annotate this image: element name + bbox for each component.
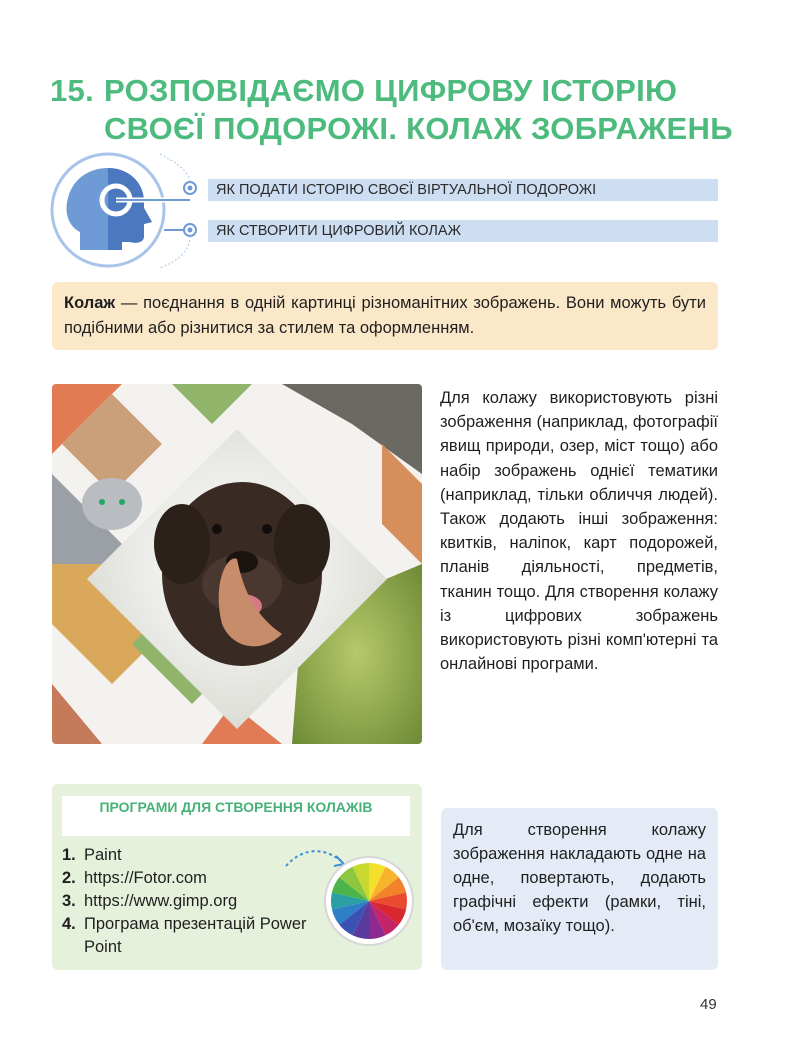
lesson-title-line1: РОЗПОВІДАЄМО ЦИФРОВУ ІСТОРІЮ [104, 73, 678, 108]
lesson-number: 15. [50, 73, 94, 108]
definition-term: Колаж [64, 294, 116, 312]
lesson-goal-1: ЯК ПОДАТИ ІСТОРІЮ СВОЄЇ ВІРТУАЛЬНОЇ ПОДОРОЖІ [208, 179, 718, 201]
head-profile-icon [50, 150, 220, 272]
program-item[interactable]: 3. https://www.gimp.org [62, 892, 238, 910]
lesson-goal-2: ЯК СТВОРИТИ ЦИФРОВИЙ КОЛАЖ [208, 220, 718, 242]
fotor-link[interactable]: https://Fotor.com [84, 869, 207, 887]
programs-heading: ПРОГРАМИ ДЛЯ СТВОРЕННЯ КОЛАЖІВ [62, 796, 410, 836]
program-item: 4. Програма презентацій Power Point [62, 915, 307, 956]
gimp-link[interactable]: https://www.gimp.org [84, 892, 238, 910]
collage-image [52, 384, 422, 744]
body-paragraph: Для колажу використовують різні зображення (наприклад, фотографії явищ природи, озер, міст тощо) або набір зображень однієї тематики (наприклад, тільки обличчя людей). Також додають інші зображення: квитків, наліпок, карт подорожей, планів діяльності, предметів, тканин тощо. Для створення колажу із цифрових зображень використовують різні комп'ютерні та онлайнові програми. [440, 389, 718, 674]
color-wheel-icon [324, 856, 414, 946]
programs-list [62, 844, 314, 959]
tip-box: Для створення колажу зображення накладають одне на одне, повертають, додають графічні ефекти (рамки, тіні, об'єм, мозаїку тощо). [441, 808, 718, 970]
programs-box [52, 784, 422, 970]
definition-box [52, 282, 718, 350]
lesson-title-line2: СВОЄЇ ПОДОРОЖІ. КОЛАЖ ЗОБРАЖЕНЬ [104, 111, 733, 146]
program-item: 1. Paint [62, 846, 122, 864]
program-item[interactable]: 2. https://Fotor.com [62, 869, 207, 887]
definition-text: — поєднання в одній картинці різноманітних зображень. Вони можуть бути подібними або різнитися за стилем та оформленням. [64, 294, 706, 337]
page-number: 49 [700, 996, 717, 1013]
